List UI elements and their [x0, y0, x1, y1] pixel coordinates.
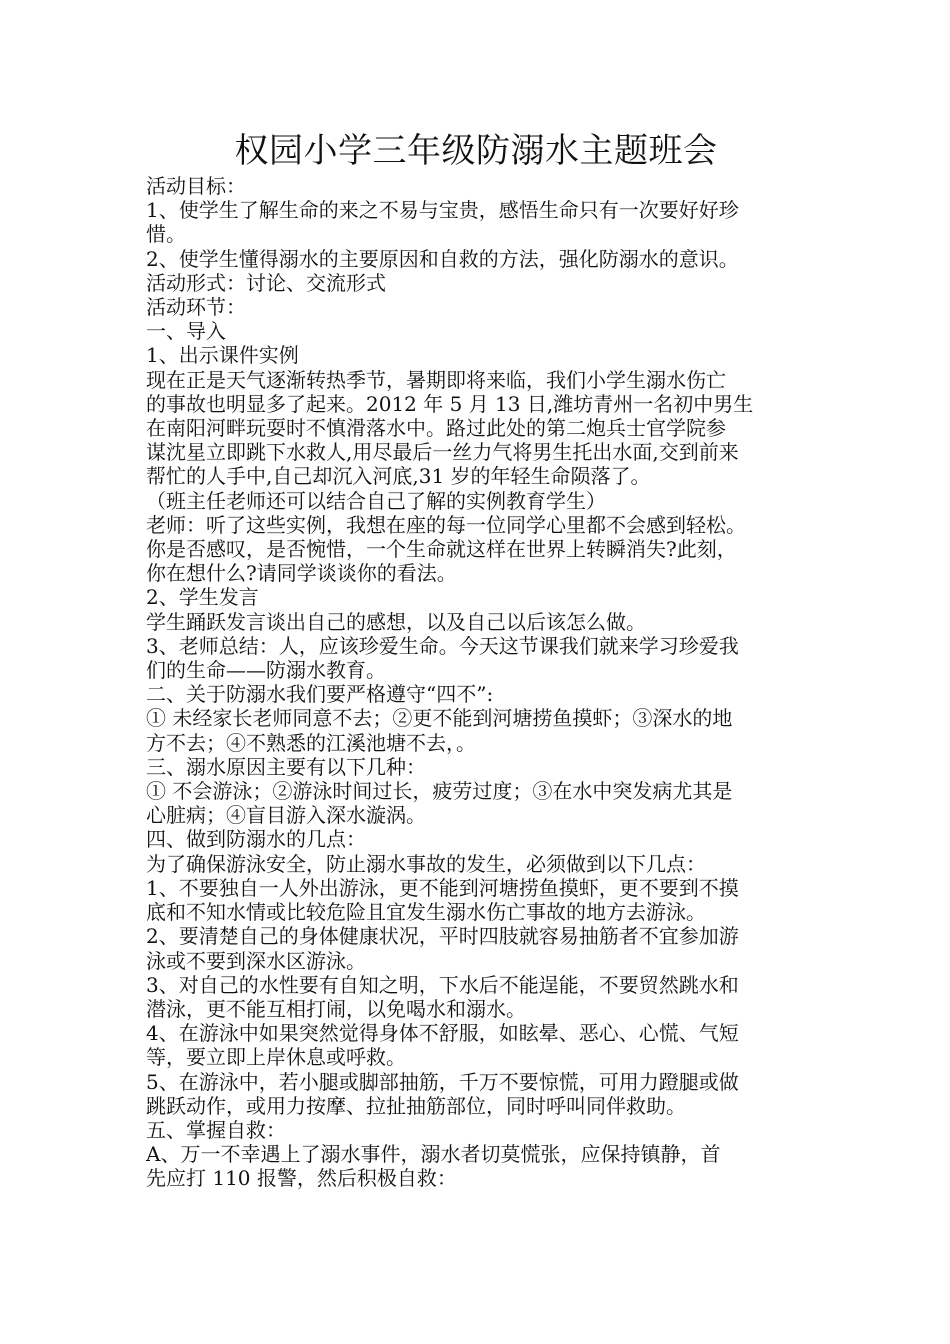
text-line: 先应打 110 报警，然后积极自救：: [146, 1166, 457, 1191]
text-line: 3、老师总结：人，应该珍爱生命。今天这节课我们就来学习珍爱我: [146, 633, 739, 658]
text-line: 老师：听了这些实例，我想在座的每一位同学心里都不会感到轻松。: [146, 512, 746, 537]
text-line: 跳跃动作，或用力按摩、拉扯抽筋部位，同时呼叫同伴救助。: [146, 1093, 686, 1118]
text-line: 为了确保游泳安全，防止溺水事故的发生，必须做到以下几点：: [146, 851, 706, 876]
text-line: 惜。: [146, 222, 186, 247]
text-line: 活动形式：讨论、交流形式: [146, 270, 386, 295]
text-line: 1、使学生了解生命的来之不易与宝贵，感悟生命只有一次要好好珍: [146, 198, 739, 223]
text-line: 二、关于防溺水我们要严格遵守“四不”:: [146, 682, 494, 707]
text-line: 四、做到防溺水的几点：: [146, 827, 366, 852]
text-line: 现在正是天气逐渐转热季节，暑期即将来临，我们小学生溺水伤亡: [146, 367, 726, 392]
text-line: 泳或不要到深水区游泳。: [146, 948, 366, 973]
text-line: 一、导入: [146, 319, 226, 344]
text-line: 2、使学生懂得溺水的主要原因和自救的方法，强化防溺水的意识。: [146, 246, 739, 271]
text-line: ① 未经家长老师同意不去；②更不能到河塘捞鱼摸虾；③深水的地: [146, 706, 733, 731]
text-line: 的事故也明显多了起来。2012 年 5 月 13 日,潍坊青州一名初中男生: [146, 391, 754, 416]
text-line: 在南阳河畔玩耍时不慎滑落水中。路过此处的第二炮兵士官学院参: [146, 416, 726, 441]
text-line: A、万一不幸遇上了溺水事件，溺水者切莫慌张，应保持镇静，首: [146, 1142, 721, 1167]
text-line: 3、对自己的水性要有自知之明，下水后不能逞能，不要贸然跳水和: [146, 972, 739, 997]
text-line: 帮忙的人手中,自己却沉入河底,31 岁的年轻生命陨落了。: [146, 464, 651, 489]
document-title: 权园小学三年级防溺水主题班会: [234, 131, 718, 171]
text-line: ① 不会游泳；②游泳时间过长，疲劳过度；③在水中突发病尤其是: [146, 779, 733, 804]
text-line: 5、在游泳中，若小腿或脚部抽筋，千万不要惊慌，可用力蹬腿或做: [146, 1069, 739, 1094]
text-line: （班主任老师还可以结合自己了解的实例教育学生）: [146, 488, 606, 513]
text-line: 三、溺水原因主要有以下几种：: [146, 754, 426, 779]
text-line: 活动目标：: [146, 174, 246, 198]
text-line: 你在想什么?请同学谈谈你的看法。: [146, 561, 457, 586]
text-line: 五、掌握自救：: [146, 1117, 286, 1142]
text-line: 们的生命——防溺水教育。: [146, 658, 386, 683]
text-line: 4、在游泳中如果突然觉得身体不舒服，如眩晕、恶心、心慌、气短: [146, 1021, 739, 1046]
text-line: 学生踊跃发言谈出自己的感想，以及自己以后该怎么做。: [146, 609, 646, 634]
document-page: [146, 128, 810, 1191]
text-line: 你是否感叹，是否惋惜，一个生命就这样在世界上转瞬消失?此刻，: [146, 537, 737, 562]
document-body: [146, 174, 810, 1191]
text-line: 心脏病；④盲目游入深水漩涡。: [146, 803, 426, 828]
text-line: 2、要清楚自己的身体健康状况，平时四肢就容易抽筋者不宜参加游: [146, 924, 739, 949]
text-line: 底和不知水情或比较危险且宜发生溺水伤亡事故的地方去游泳。: [146, 900, 706, 925]
text-line: 等，要立即上岸休息或呼救。: [146, 1045, 406, 1070]
text-line: 活动环节：: [146, 295, 246, 320]
text-line: 谋沈星立即跳下水救人,用尽最后一丝力气将男生托出水面,交到前来: [146, 440, 739, 465]
text-line: 潜泳，更不能互相打闹，以免喝水和溺水。: [146, 996, 526, 1021]
text-line: 方不去；④不熟悉的江溪池塘不去，。: [146, 730, 476, 755]
text-line: 1、出示课件实例: [146, 343, 299, 368]
text-line: 2、学生发言: [146, 585, 259, 610]
text-line: 1、不要独自一人外出游泳，更不能到河塘捞鱼摸虾，更不要到不摸: [146, 875, 739, 900]
